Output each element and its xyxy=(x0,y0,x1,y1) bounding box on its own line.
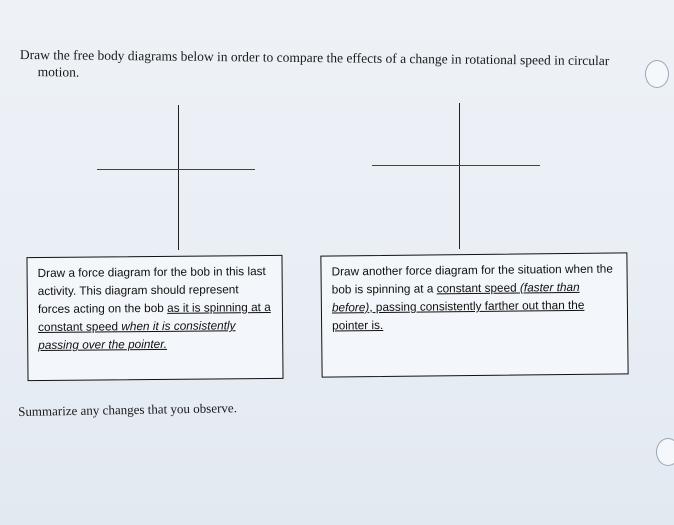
right-diagram-vertical-axis xyxy=(459,103,460,249)
right-prompt-box xyxy=(320,252,628,377)
summary-prompt: Summarize any changes that you observe. xyxy=(18,400,237,419)
left-prompt-plain: Draw a force diagram for the bob in this last activity. This diagram should represent forces acting on the bob xyxy=(37,264,266,317)
right-diagram-horizontal-axis xyxy=(372,165,540,166)
punch-hole-bottom xyxy=(656,438,674,466)
left-diagram-horizontal-axis xyxy=(97,169,255,170)
instructions xyxy=(20,46,640,86)
punch-hole-top xyxy=(645,60,669,88)
left-prompt-underlined: as it is spinning at a constant speed xyxy=(38,299,271,335)
right-prompt-underlined: constant speed xyxy=(436,280,521,296)
instructions-line1: Draw the free body diagrams below in order to compare the effects of a change in rotational speed in circular xyxy=(19,46,610,69)
left-prompt-underlined-italic: when it is consistently passing over the pointer. xyxy=(38,318,236,353)
left-diagram-vertical-axis xyxy=(178,105,179,250)
right-prompt-underlined-italic: (faster than before) xyxy=(331,279,580,315)
instructions-line2: motion. xyxy=(37,64,80,80)
left-prompt-box xyxy=(26,255,283,381)
right-prompt-plain: Draw another force diagram for the situation when the bob is spinning at a xyxy=(331,261,613,297)
right-prompt-underlined-rest: , passing consistently farther out than the pointer is. xyxy=(332,297,585,333)
